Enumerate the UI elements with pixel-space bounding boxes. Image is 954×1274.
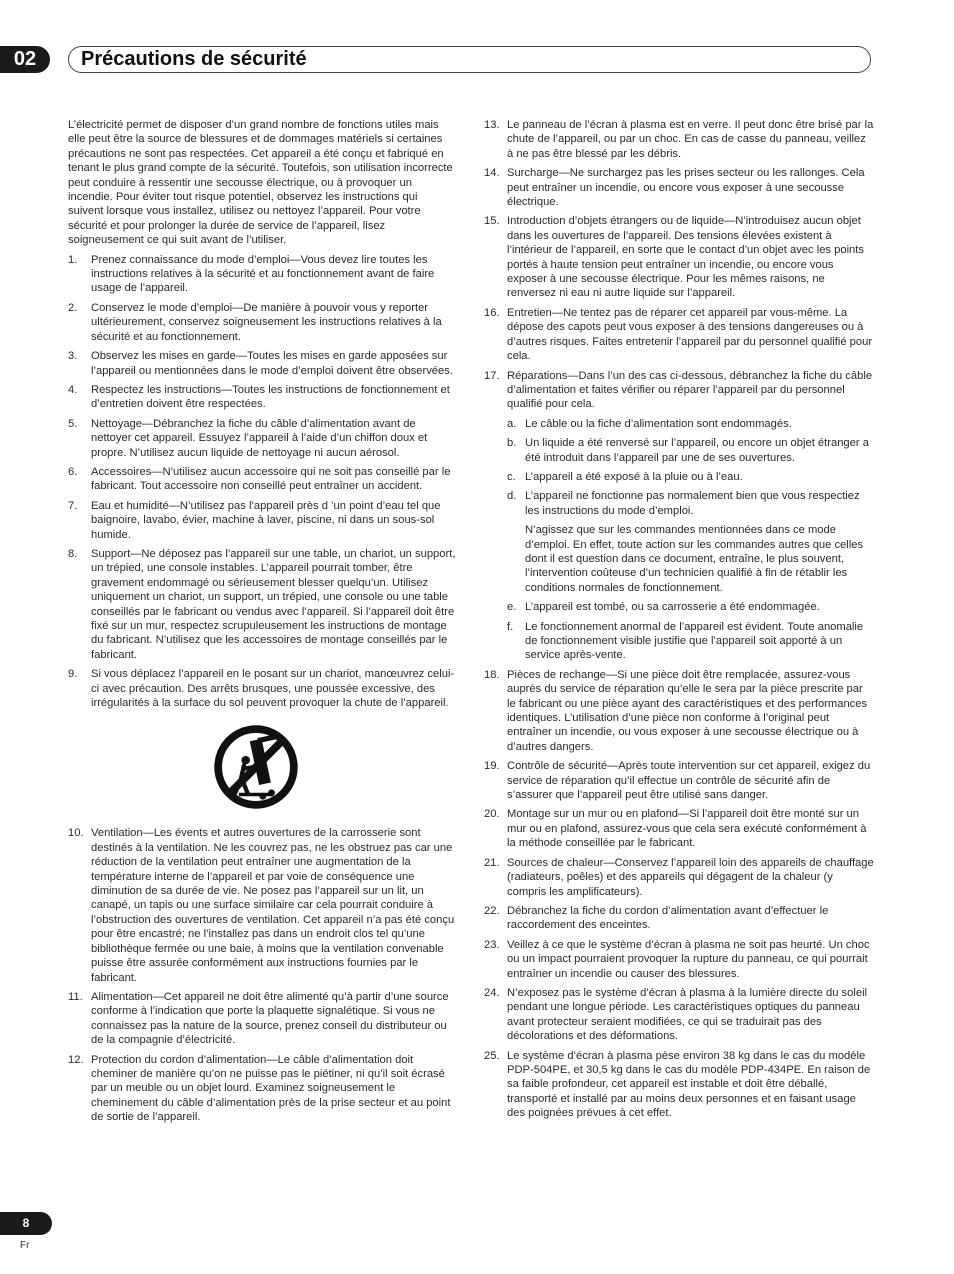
title-bar xyxy=(68,46,871,73)
item-number: 23. xyxy=(484,938,500,951)
item-text: Prenez connaissance du mode d’emploi—Vous devez lire toutes les instructions relatives à la sécurité et au fonctionnement avant de faire usage de l’appareil. xyxy=(91,253,435,295)
intro-paragraph: L’électricité permet de disposer d’un grand nombre de fonctions utiles mais elle peut être la source de blessures et de dommages matériels si certaines précautions ne sont pas respectées. Cet appareil a été conçu et fabriqué en tenant le plus grand compte de la sécurité. Toutefois, son utilisation incorrecte peut conduire à ressentir une secousse électrique, ou à provoquer un incendie. Pour éviter tout risque potentiel, observez les instructions qui suivent lorsque vous installez, utilisez ou nettoyez l’appareil. Pour votre sécurité et pour prolonger la durée de service de l’appareil, lisez soigneusement ce qui suit avant de l’utiliser. xyxy=(68,119,453,247)
item-number: 24. xyxy=(484,986,500,999)
list-item xyxy=(484,668,874,754)
item-number: 21. xyxy=(484,856,500,869)
list-item xyxy=(68,826,456,984)
item-number: d. xyxy=(507,490,517,503)
item-number: 22. xyxy=(484,904,500,917)
page-title: Précautions de sécurité xyxy=(81,48,307,70)
item-text: Débranchez la fiche du cordon d’alimentation avant d’effectuer le raccordement des enceintes. xyxy=(507,904,829,932)
item-text: Pièces de rechange—Si une pièce doit être remplacée, assurez-vous auprès du service de réparation qu’elle le sera par la pièce prescrite par le fabricant ou une pièce ayant des caractéristiques et des performances identiques. L’utilisation d’une pièce non conforme à l’original peut entraîner un incendie, ou vous exposer à une secousse électrique ou à d’autres dangers. xyxy=(507,668,868,753)
list-item xyxy=(68,301,456,344)
list-item xyxy=(507,417,874,431)
list-item xyxy=(507,620,874,663)
item-number: 17. xyxy=(484,369,500,382)
item-number: 16. xyxy=(484,306,500,319)
chapter-badge: 02 xyxy=(0,46,50,73)
list-item xyxy=(484,986,874,1044)
list-item xyxy=(484,214,874,300)
item-text: Nettoyage—Débranchez la fiche du câble d’alimentation avant de nettoyer cet appareil. Essuyez l’appareil à l’aide d’un chiffon doux et propre. N’utilisez aucun liquide de nettoyage ni aucun aérosol. xyxy=(91,417,428,459)
list-item xyxy=(68,667,456,710)
list-item xyxy=(484,1049,874,1121)
item-number: b. xyxy=(507,437,517,450)
list-item xyxy=(68,1053,456,1125)
item-number: 2. xyxy=(68,301,78,314)
item-text: Réparations—Dans l’un des cas ci-dessous, débranchez la fiche du câble d’alimentation et faites vérifier ou réparer l’appareil par du personnel qualifié pour cela. xyxy=(507,369,873,411)
item-number: 19. xyxy=(484,760,500,773)
right-column xyxy=(484,118,874,1126)
list-item xyxy=(484,369,874,663)
item-text: Le système d’écran à plasma pèse environ 38 kg dans le cas du modèle PDP-504PE, et 30,5 kg dans le cas du modèle PDP-434PE. En raison de sa faible profondeur, cet appareil est instable et doit être déballé, transporté et installé par au moins deux personnes et en faisant usage des poignées prévues à cet effet. xyxy=(507,1049,871,1120)
item-text: Conservez le mode d’emploi—De manière à pouvoir vous y reporter ultérieurement, conservez soigneusement les instructions relatives à la sécurité et au fonctionnement. xyxy=(91,301,442,343)
item-text: Surcharge—Ne surchargez pas les prises secteur ou les rallonges. Cela peut entraîner un incendie, ou encore vous exposer à une secousse électrique. xyxy=(507,167,865,209)
item-text: Montage sur un mur ou en plafond—Si l’appareil doit être monté sur un mur ou en plafond, assurez-vous que cela sera exécuté conformément à la méthode conseillée par le fabricant. xyxy=(507,808,867,850)
item-text: Alimentation—Cet appareil ne doit être alimenté qu’à partir d’une source conforme à l’indication que porte la plaquette signalétique. Si vous ne connaissez pas la nature de la source, prenez conseil du distributeur ou de la compagnie d’électricité. xyxy=(91,990,449,1047)
item-number: a. xyxy=(507,417,517,430)
item-number: f. xyxy=(507,620,514,633)
page-number: 8 xyxy=(0,1212,52,1235)
list-item xyxy=(484,759,874,802)
list-item xyxy=(507,436,874,465)
item-text: Ventilation—Les évents et autres ouvertures de la carrosserie sont destinés à la ventilation. Ne les couvrez pas, ne les obstruez pas car une réduction de la ventilation peut entraîner une augmentation de la température interne de l’appareil et par voie de conséquence une diminution de sa durée de vie. Ne posez pas l’appareil sur un lit, un canapé, un tapis ou une surface similaire car cela pourrait conduire à l’obstruction des ouvertures de ventilation. Cet appareil n’a pas été conçu pour être encastré; ne l’installez pas dans un endroit clos tel qu’une bibliothèque fermée ou une baie, à moins que la ventilation convenable puisse être assurée conformément aux instructions fournies par le fabricant. xyxy=(91,827,455,984)
item-number: e. xyxy=(507,601,517,614)
item-text: Respectez les instructions—Toutes les instructions de fonctionnement et d’entretien doivent être respectées. xyxy=(91,383,450,411)
cart-tip-over-warning-icon xyxy=(213,724,299,810)
list-item xyxy=(484,904,874,933)
item-text: Eau et humidité—N’utilisez pas l’appareil près d ’un point d’eau tel que baignoire, lavabo, évier, machine à laver, piscine, ni dans un sous-sol humide. xyxy=(91,499,441,541)
list-item xyxy=(484,166,874,209)
list-item xyxy=(68,383,456,412)
item-text: L’appareil est tombé, ou sa carrosserie a été endommagée. xyxy=(525,601,820,614)
list-item xyxy=(68,417,456,460)
list-item xyxy=(68,499,456,542)
item-number: 14. xyxy=(484,167,500,180)
safety-list-right-a xyxy=(484,118,874,364)
item-text: Le panneau de l’écran à plasma est en verre. Il peut donc être brisé par la chute de l’appareil, ou par un choc. En cas de casse du panneau, veillez à ne pas être blessé par les débris. xyxy=(507,119,874,160)
item-text: Un liquide a été renversé sur l’appareil, ou encore un objet étranger a été introduit dans l’appareil par une de ses ouvertures. xyxy=(525,437,869,464)
item-text: Accessoires—N’utilisez aucun accessoire qui ne soit pas conseillé par le fabricant. Tout accessoire non conseillé peut entraîner un accident. xyxy=(91,465,451,493)
list-item xyxy=(68,253,456,296)
item-number: 5. xyxy=(68,417,78,430)
list-item xyxy=(68,465,456,494)
item-number: 6. xyxy=(68,465,78,478)
item-number: 15. xyxy=(484,215,500,228)
sub-list xyxy=(507,417,874,663)
list-item xyxy=(484,938,874,981)
item-number: c. xyxy=(507,470,516,483)
item-number: 25. xyxy=(484,1049,500,1062)
item-number: 4. xyxy=(68,383,78,396)
list-item xyxy=(507,489,874,595)
item-note: N’agissez que sur les commandes mentionnées dans ce mode d’emploi. En effet, toute action sur les commandes autres que celles dont il est question dans ce document, entraîne, le plus souvent, l’intervention coûteuse d’un technicien qualifié à fin de rétablir les conditions normales de fonctionnement. xyxy=(525,524,864,594)
item-text: Sources de chaleur—Conservez l’appareil loin des appareils de chauffage (radiateurs, poêles) et des appareils qui dégagent de la chaleur (y compris les amplificateurs). xyxy=(507,856,874,898)
item-number: 13. xyxy=(484,119,500,131)
item-text: Contrôle de sécurité—Après toute intervention sur cet appareil, exigez du service de réparation qu’il effectue un contrôle de sécurité afin de s’assurer que l’appareil peut être utilisé sans danger. xyxy=(507,760,871,802)
item-text: Le fonctionnement anormal de l’appareil est évident. Toute anomalie de fonctionnement visible justifie que l’appareil soit apporté à un service après-vente. xyxy=(525,620,864,662)
item-number: 3. xyxy=(68,350,78,363)
list-item xyxy=(484,856,874,899)
safety-list-right-b xyxy=(484,668,874,1121)
item-text: N’exposez pas le système d’écran à plasma à la lumière directe du soleil pendant une longue période. Les caractéristiques optiques du panneau avant protecteur seraient modifiées, ce qui se traduirait pas des décolorations et des déformations. xyxy=(507,986,868,1043)
list-item xyxy=(484,807,874,850)
list-item xyxy=(484,118,874,161)
item-number: 10. xyxy=(68,827,84,840)
item-number: 20. xyxy=(484,808,500,821)
item-text: Veillez à ce que le système d’écran à plasma ne soit pas heurté. Un choc ou un impact pourraient provoquer la rupture du panneau, ce qui pourrait entraîner un incendie ou causer des blessures. xyxy=(507,938,870,980)
list-item xyxy=(68,990,456,1048)
list-item xyxy=(68,547,456,662)
item-number: 7. xyxy=(68,499,78,512)
item-text: Entretien—Ne tentez pas de réparer cet appareil par vous-même. La dépose des capots peut vous exposer à des tensions dangereuses ou à d’autres risques. Faites entretenir l’appareil par du personnel qualifié pour cela. xyxy=(507,306,873,363)
item-text: Support—Ne déposez pas l’appareil sur une table, un chariot, un support, un trépied, une console instables. L’appareil pourrait tomber, être gravement endommagé ou sérieusement blesser quelqu’un. Utilisez uniquement un chariot, un support, un trépied, une console ou une table conseillés par le fabricant ou vendus avec l’appareil. Si l’appareil doit être fixé sur un mur, respectez scrupuleusement les instructions de montage du fabricant. N’utilisez que les accessoires de montage conseillés par le fabricant. xyxy=(91,547,456,661)
item-number: 18. xyxy=(484,668,500,681)
item-text: L’appareil a été exposé à la pluie ou à l’eau. xyxy=(525,470,743,483)
safety-list-item-17 xyxy=(484,369,874,663)
item-number: 9. xyxy=(68,668,78,681)
safety-list-left-b xyxy=(68,826,456,1124)
item-number: 1. xyxy=(68,253,78,266)
item-text: Observez les mises en garde—Toutes les mises en garde apposées sur l’appareil ou mentionnées dans le mode d’emploi doivent être observées. xyxy=(91,350,453,377)
item-text: Le câble ou la fiche d’alimentation sont endommagés. xyxy=(525,417,792,430)
item-text: Protection du cordon d’alimentation—Le câble d’alimentation doit cheminer de manière qu’on ne puisse pas le piétiner, ni qu’il soit écrasé par un meuble ou un objet lourd. Examinez soigneusement le cheminement du câble d’alimentation près de la prise secteur et au point de sortie de l’appareil. xyxy=(91,1053,451,1124)
list-item xyxy=(507,600,874,614)
item-number: 12. xyxy=(68,1053,84,1066)
item-number: 8. xyxy=(68,547,78,560)
item-number: 11. xyxy=(68,990,83,1003)
language-code: Fr xyxy=(20,1240,30,1251)
item-text: Introduction d’objets étrangers ou de liquide—N’introduisez aucun objet dans les ouvertures de l’appareil. Des tensions élevées existent à l’intérieur de l’appareil, en sorte que le contact d’un objet avec les points portés à haute tension peut entraîner un incendie, ou encore vous exposer à une secousse électrique. Pour les mêmes raisons, ne renversez ni eau ni autre liquide sur l’appareil. xyxy=(507,215,864,300)
safety-list-left-a xyxy=(68,253,456,711)
list-item xyxy=(68,349,456,378)
list-item xyxy=(507,470,874,484)
left-column xyxy=(68,118,456,1130)
list-item xyxy=(484,306,874,364)
item-text: Si vous déplacez l’appareil en le posant sur un chariot, manœuvrez celui-ci avec précaution. Des arrêts brusques, une poussée excessive, des irrégularités à la surface du sol peuvent provoquer la chute de l’appareil. xyxy=(91,668,455,710)
item-text: L’appareil ne fonctionne pas normalement bien que vous respectiez les instructions du mode d’emploi. xyxy=(525,490,860,517)
